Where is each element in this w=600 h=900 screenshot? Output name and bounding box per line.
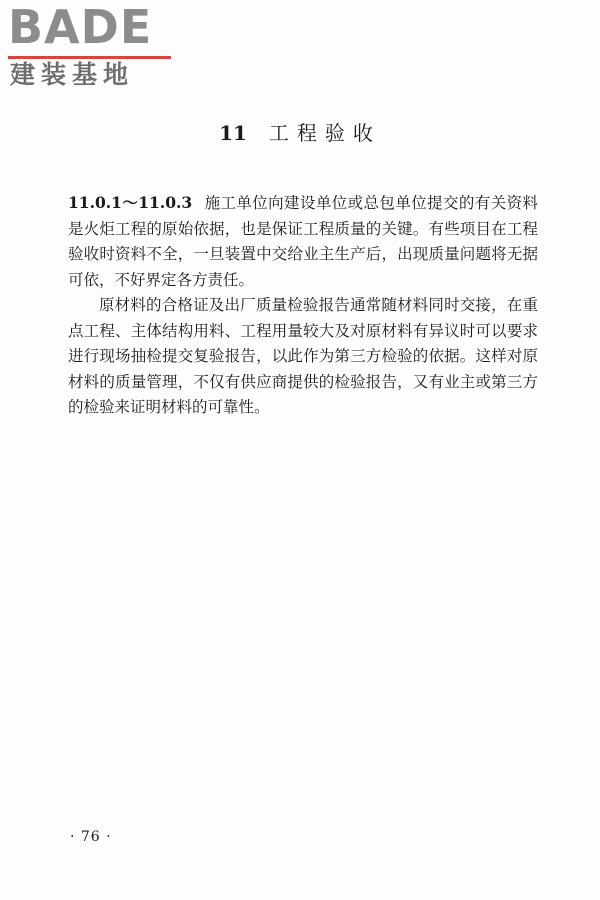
paragraph-text: 原材料的合格证及出厂质量检验报告通常随材料同时交接，在重点工程、主体结构用料、工程用量较大及对原材料有异议时可以要求进行现场抽检提交复验报告，以此作为第三方检验的依据。这样对原材料的质量管理，不仅有供应商提供的检验报告，又有业主或第三方的检验来证明材料的可靠性。 [68,296,538,416]
page-number: · 76 · [70,829,112,845]
clause-reference: 11.0.1～11.0.3 [68,193,193,212]
section-body [68,190,538,421]
chapter-title-text: 工程验收 [268,121,381,145]
bade-logo [8,0,178,89]
logo-brand-text: BADE [8,0,153,54]
chapter-number: 11 [219,121,247,145]
logo-subtitle: 建装基地 [10,60,135,89]
paragraph-clause [68,190,538,293]
paragraph-text: 施工单位向建设单位或总包单位提交的有关资料是火炬工程的原始依据，也是保证工程质量的关键。有些项目在工程验收时资料不全，一旦装置中交给业主生产后，出现质量问题将无据可依，不好界定各方责任。 [68,194,538,289]
logo-divider [8,56,171,59]
paragraph [68,293,538,421]
chapter-heading [0,120,600,146]
